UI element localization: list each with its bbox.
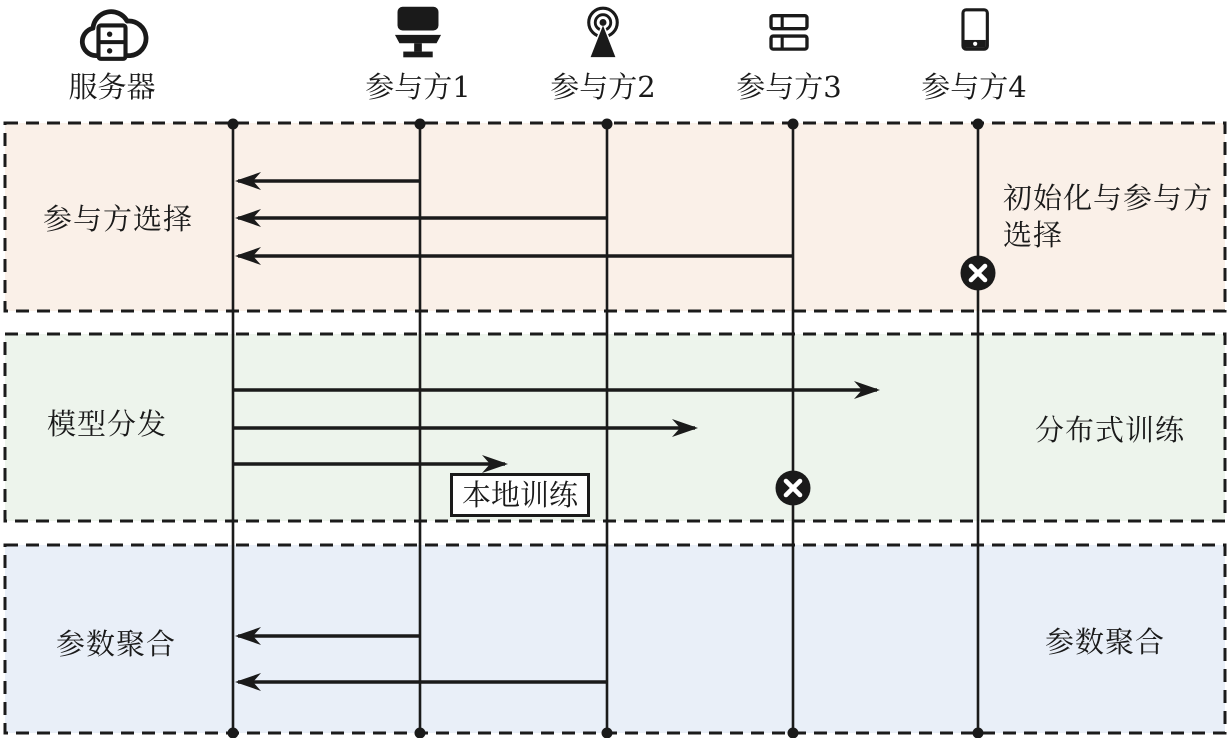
desktop-computer-icon xyxy=(386,0,450,62)
actor-label-server: 服务器 xyxy=(68,70,156,104)
tablet-icon xyxy=(945,0,1003,62)
phase1-left-label: 参与方选择 xyxy=(43,202,194,236)
phase2-right-label: 分布式训练 xyxy=(1035,413,1186,447)
actor-label-participant3: 参与方3 xyxy=(736,70,842,104)
phase1-right-label: 初始化与参与方选择 xyxy=(1003,181,1214,252)
phase3-left-label: 参数聚合 xyxy=(56,627,177,661)
local-training-note: 本地训练 xyxy=(450,473,590,517)
phase3-right-label: 参数聚合 xyxy=(1045,625,1166,659)
actor-server xyxy=(32,0,192,103)
radio-tower-icon xyxy=(572,0,634,62)
server-rack-icon xyxy=(758,0,820,62)
phase2-left-label: 模型分发 xyxy=(47,407,168,441)
cloud-server-icon xyxy=(72,0,152,62)
actor-label-participant1: 参与方1 xyxy=(365,70,471,104)
actor-participant3 xyxy=(709,0,869,103)
actor-label-participant2: 参与方2 xyxy=(550,70,656,104)
dropout-marker-p4-phase1 xyxy=(961,256,996,291)
actor-participant4 xyxy=(894,0,1054,103)
actor-participant1 xyxy=(338,0,498,103)
actor-label-participant4: 参与方4 xyxy=(921,70,1027,104)
actor-participant2 xyxy=(523,0,683,103)
phase3-band xyxy=(5,545,1225,733)
dropout-marker-p3-phase2 xyxy=(776,471,811,506)
